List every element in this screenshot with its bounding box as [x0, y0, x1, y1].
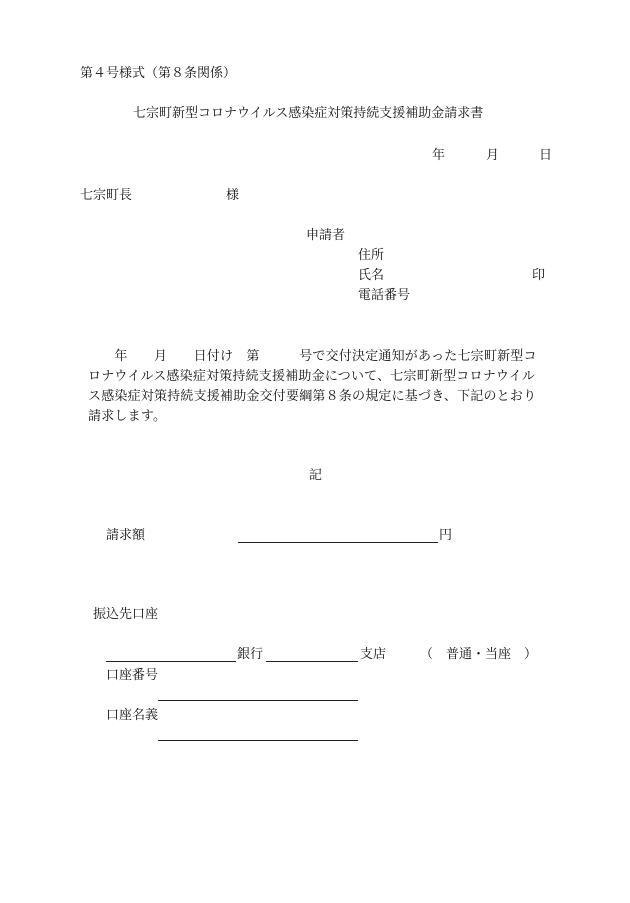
bank-section-label: 振込先口座	[93, 607, 159, 622]
date-month-label: 月	[486, 148, 500, 163]
bank-name-field[interactable]	[106, 661, 236, 662]
account-holder-field[interactable]	[158, 740, 358, 741]
account-number-label: 口座番号	[106, 668, 159, 683]
branch-label: 支店	[360, 647, 387, 662]
document-title: 七宗町新型コロナウイルス感染症対策持続支援補助金請求書	[133, 106, 484, 121]
addressee-name: 七宗町長	[80, 188, 133, 203]
bank-label: 銀行	[237, 647, 264, 662]
name-label: 氏名	[358, 268, 385, 283]
body-line: 年 月 日付け 第 号で交付決定通知があった七宗町新型コ	[88, 349, 537, 364]
account-number-field[interactable]	[158, 700, 358, 701]
address-label: 住所	[358, 248, 385, 263]
addressee-honorific: 様	[226, 188, 240, 203]
body-line: ス感染症対策持続支援補助金交付要綱第８条の規定に基づき、下記のとおり	[88, 389, 537, 404]
branch-name-field[interactable]	[266, 661, 358, 662]
form-number: 第４号様式（第８条関係）	[80, 66, 237, 81]
claim-amount-label: 請求額	[106, 528, 146, 543]
applicant-label: 申請者	[306, 228, 346, 243]
claim-amount-field[interactable]	[238, 542, 438, 543]
date-day-label: 日	[539, 148, 553, 163]
seal-label: 印	[532, 268, 546, 283]
body-line: ロナウイルス感染症対策持続支援補助金について、七宗町新型コロナウイル	[88, 369, 536, 384]
date-year-label: 年	[432, 148, 446, 163]
claim-amount-unit: 円	[439, 528, 453, 543]
phone-label: 電話番号	[358, 288, 411, 303]
account-type-selector[interactable]: （ 普通・当座 ）	[420, 647, 538, 662]
account-holder-label: 口座名義	[106, 708, 159, 723]
ki-heading: 記	[309, 468, 323, 483]
body-line: 請求します。	[88, 409, 167, 424]
